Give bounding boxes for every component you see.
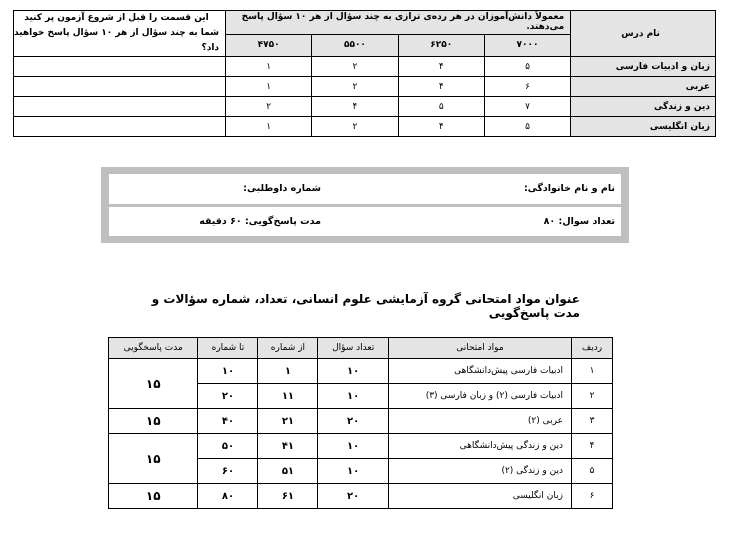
value-cell: ۴ <box>398 77 484 97</box>
header-to-number: تا شماره <box>198 338 258 359</box>
row-number: ۲ <box>571 384 612 409</box>
to-number: ۶۰ <box>198 459 258 484</box>
row-number: ۳ <box>571 409 612 434</box>
subject-cell: زبان انگلیسی <box>571 117 716 137</box>
subject-name: ادبیات فارسی پیش‌دانشگاهی <box>388 359 571 384</box>
subject-header: نام درس <box>571 11 716 57</box>
info-row-exam <box>109 207 621 236</box>
value-cell: ۵ <box>484 57 570 77</box>
self-assessment-table <box>13 10 716 137</box>
question-count: ۱۰ <box>318 459 388 484</box>
value-cell: ۱ <box>226 57 312 77</box>
header-row-number: ردیف <box>571 338 612 359</box>
table-row <box>109 409 613 434</box>
top-table-header-row <box>14 11 716 35</box>
from-number: ۴۱ <box>258 434 318 459</box>
table-row <box>14 77 716 97</box>
level-5500: ۵۵۰۰ <box>312 34 398 56</box>
value-cell: ۲ <box>312 117 398 137</box>
candidate-info-box <box>101 167 629 243</box>
to-number: ۲۰ <box>198 384 258 409</box>
row-number: ۶ <box>571 484 612 509</box>
page-title: عنوان مواد امتحانی گروه آزمایشی علوم انسانی، تعداد، شماره سؤالات و مدت پاسخ‌گویی <box>151 292 580 320</box>
from-number: ۶۱ <box>258 484 318 509</box>
duration-cell: ۱۵ <box>109 409 198 434</box>
table-row <box>109 484 613 509</box>
subject-cell: دین و زندگی <box>571 97 716 117</box>
info-row-names <box>109 174 621 207</box>
table-row <box>109 359 613 384</box>
question-count: ۱۰ <box>318 384 388 409</box>
to-number: ۸۰ <box>198 484 258 509</box>
value-cell: ۷ <box>484 97 570 117</box>
subject-name: دین و زندگی پیش‌دانشگاهی <box>388 434 571 459</box>
question-count: ۲۰ <box>318 409 388 434</box>
answer-cell[interactable] <box>14 57 226 77</box>
value-cell: ۲ <box>312 57 398 77</box>
duration-cell: ۱۵ <box>109 434 198 484</box>
level-4750: ۴۷۵۰ <box>226 34 312 56</box>
from-number: ۱۱ <box>258 384 318 409</box>
subject-name: عربی (۲) <box>388 409 571 434</box>
subject-name: دین و زندگی (۲) <box>388 459 571 484</box>
answer-question-line2: شما به چند سؤال از هر ۱۰ سؤال پاسخ خواهید داد؟ <box>14 28 220 53</box>
volunteer-number-label[interactable]: شماره داوطلبی: <box>243 183 321 194</box>
exam-subjects-table <box>108 337 613 509</box>
question-count: ۲۰ <box>318 484 388 509</box>
answer-cell[interactable] <box>14 77 226 97</box>
level-6250: ۶۲۵۰ <box>398 34 484 56</box>
question-count: ۱۰ <box>318 359 388 384</box>
table-row <box>14 57 716 77</box>
value-cell: ۲ <box>226 97 312 117</box>
value-cell: ۴ <box>398 117 484 137</box>
row-number: ۴ <box>571 434 612 459</box>
subject-name: زبان انگلیسی <box>388 484 571 509</box>
header-question-count: تعداد سؤال <box>318 338 388 359</box>
duration-cell: ۱۵ <box>109 484 198 509</box>
subject-name: ادبیات فارسی (۲) و زبان فارسی (۳) <box>388 384 571 409</box>
value-cell: ۵ <box>398 97 484 117</box>
row-number: ۵ <box>571 459 612 484</box>
answer-cell[interactable] <box>14 97 226 117</box>
question-count-text: تعداد سوال: ۸۰ <box>543 216 615 227</box>
value-cell: ۴ <box>398 57 484 77</box>
table-row <box>14 97 716 117</box>
answer-question-line1: این قسمت را قبل از شروع آزمون پر کنید <box>24 13 209 23</box>
row-number: ۱ <box>571 359 612 384</box>
to-number: ۴۰ <box>198 409 258 434</box>
value-cell: ۱ <box>226 77 312 97</box>
table-row <box>14 117 716 137</box>
value-cell: ۶ <box>484 77 570 97</box>
level-7000: ۷۰۰۰ <box>484 34 570 56</box>
levels-header: معمولاً دانش‌آموزان در هر رده‌ی ترازی به چند سؤال از هر ۱۰ سؤال پاسخ می‌دهند. <box>226 11 571 35</box>
value-cell: ۲ <box>312 77 398 97</box>
subject-cell: زبان و ادبیات فارسی <box>571 57 716 77</box>
candidate-info-inner <box>109 174 621 236</box>
duration-cell: ۱۵ <box>109 359 198 409</box>
answer-cell[interactable] <box>14 117 226 137</box>
question-count: ۱۰ <box>318 434 388 459</box>
to-number: ۱۰ <box>198 359 258 384</box>
exam-table-header-row <box>109 338 613 359</box>
name-field-label[interactable]: نام و نام خانوادگی: <box>523 183 615 194</box>
answer-question-header <box>14 11 226 57</box>
header-subject: مواد امتحانی <box>388 338 571 359</box>
from-number: ۱ <box>258 359 318 384</box>
duration-text: مدت پاسخ‌گویی: ۶۰ دقیقه <box>199 216 321 227</box>
value-cell: ۴ <box>312 97 398 117</box>
value-cell: ۵ <box>484 117 570 137</box>
header-duration: مدت پاسخگویی <box>109 338 198 359</box>
value-cell: ۱ <box>226 117 312 137</box>
from-number: ۲۱ <box>258 409 318 434</box>
from-number: ۵۱ <box>258 459 318 484</box>
subject-cell: عربی <box>571 77 716 97</box>
to-number: ۵۰ <box>198 434 258 459</box>
table-row <box>109 434 613 459</box>
header-from-number: از شماره <box>258 338 318 359</box>
